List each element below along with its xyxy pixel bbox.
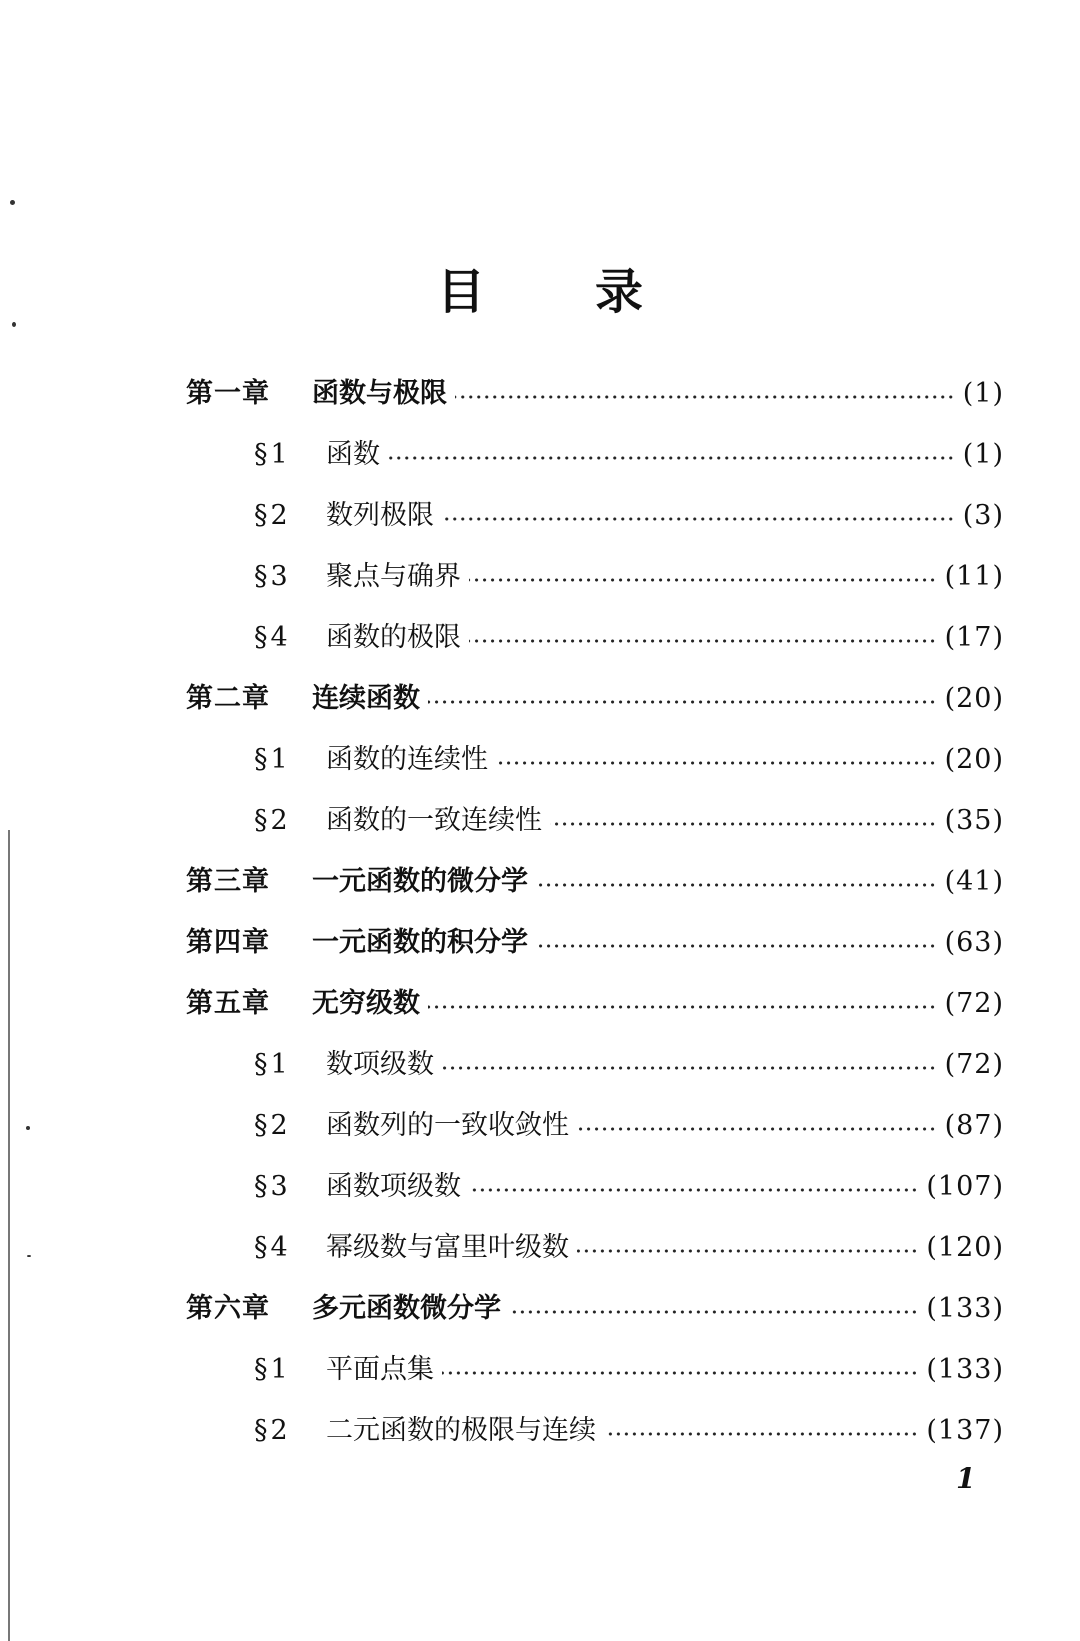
dot-leader [536, 944, 937, 948]
section-number: §2 [254, 500, 291, 531]
dot-leader [469, 639, 937, 643]
toc-section-row[interactable] [254, 1043, 1004, 1087]
chapter-title: 一元函数的积分学 [312, 927, 528, 958]
page-edge-shadow [8, 830, 10, 1641]
page-reference: (1) [962, 439, 1004, 470]
toc-section-row[interactable] [254, 433, 1004, 477]
chapter-title: 函数与极限 [312, 378, 447, 409]
section-title: 幂级数与富里叶级数 [326, 1232, 569, 1263]
toc-chapter-row[interactable] [186, 982, 1004, 1026]
section-title: 二元函数的极限与连续 [326, 1415, 596, 1446]
section-title: 数列极限 [326, 500, 434, 531]
chapter-number: 第六章 [186, 1293, 270, 1324]
toc-section-row[interactable] [254, 799, 1004, 843]
section-title: 数项级数 [326, 1049, 434, 1080]
section-number: §1 [254, 744, 291, 775]
page-reference: (11) [944, 561, 1004, 592]
page-reference: (63) [944, 927, 1004, 958]
toc-chapter-row[interactable] [186, 860, 1004, 904]
dot-leader [509, 1310, 918, 1314]
toc-section-row[interactable] [254, 738, 1004, 782]
page-reference: (72) [944, 1049, 1004, 1080]
chapter-title: 连续函数 [312, 683, 420, 714]
dot-leader [428, 1005, 937, 1009]
section-number: §4 [254, 622, 291, 653]
dot-leader [536, 883, 937, 887]
dot-leader [577, 1249, 918, 1253]
section-title: 函数的一致连续性 [326, 805, 542, 836]
page-reference: (41) [944, 866, 1004, 897]
page-reference: (107) [926, 1171, 1004, 1202]
section-title: 函数 [326, 439, 380, 470]
page-reference: (120) [926, 1232, 1004, 1263]
chapter-title: 一元函数的微分学 [312, 866, 528, 897]
dot-leader [455, 395, 955, 399]
page-reference: (72) [944, 988, 1004, 1019]
toc-section-row[interactable] [254, 1409, 1004, 1453]
section-number: §3 [254, 561, 291, 592]
toc-section-row[interactable] [254, 616, 1004, 660]
chapter-title: 无穷级数 [312, 988, 420, 1019]
section-number: §1 [254, 439, 291, 470]
toc-section-row[interactable] [254, 1165, 1004, 1209]
page-reference: (137) [926, 1415, 1004, 1446]
dot-leader [388, 456, 955, 460]
toc-section-row[interactable] [254, 1348, 1004, 1392]
page-reference: (87) [944, 1110, 1004, 1141]
page-reference: (35) [944, 805, 1004, 836]
dot-leader [442, 517, 955, 521]
toc-heading-char-1: 目 [436, 264, 485, 320]
scan-speck [27, 1255, 31, 1257]
chapter-number: 第四章 [186, 927, 270, 958]
section-title: 聚点与确界 [326, 561, 461, 592]
page-reference: (17) [944, 622, 1004, 653]
chapter-title: 多元函数微分学 [312, 1293, 501, 1324]
dot-leader [469, 1188, 918, 1192]
page-reference: (133) [926, 1293, 1004, 1324]
toc-chapter-row[interactable] [186, 372, 1004, 416]
chapter-number: 第一章 [186, 378, 270, 409]
section-number: §1 [254, 1354, 291, 1385]
scan-speck [12, 322, 16, 327]
section-title: 平面点集 [326, 1354, 434, 1385]
section-title: 函数的极限 [326, 622, 461, 653]
page-number: 1 [956, 1462, 976, 1495]
toc-chapter-row[interactable] [186, 1287, 1004, 1331]
toc-chapter-row[interactable] [186, 921, 1004, 965]
scan-speck [26, 1126, 30, 1130]
toc-heading [0, 262, 1080, 322]
page-reference: (133) [926, 1354, 1004, 1385]
toc-section-row[interactable] [254, 555, 1004, 599]
section-number: §2 [254, 805, 291, 836]
section-title: 函数的连续性 [326, 744, 488, 775]
scan-speck [10, 200, 15, 205]
dot-leader [577, 1127, 937, 1131]
toc-chapter-row[interactable] [186, 677, 1004, 721]
section-number: §2 [254, 1110, 291, 1141]
page-reference: (20) [944, 744, 1004, 775]
dot-leader [550, 822, 937, 826]
dot-leader [469, 578, 937, 582]
toc-section-row[interactable] [254, 1226, 1004, 1270]
section-title: 函数项级数 [326, 1171, 461, 1202]
section-number: §1 [254, 1049, 291, 1080]
page-reference: (3) [962, 500, 1004, 531]
toc-section-row[interactable] [254, 494, 1004, 538]
section-title: 函数列的一致收敛性 [326, 1110, 569, 1141]
chapter-number: 第五章 [186, 988, 270, 1019]
dot-leader [496, 761, 937, 765]
chapter-number: 第二章 [186, 683, 270, 714]
toc-section-row[interactable] [254, 1104, 1004, 1148]
dot-leader [442, 1066, 937, 1070]
dot-leader [442, 1371, 918, 1375]
dot-leader [604, 1432, 918, 1436]
page-reference: (20) [944, 683, 1004, 714]
section-number: §4 [254, 1232, 291, 1263]
section-number: §2 [254, 1415, 291, 1446]
toc-heading-char-2: 录 [595, 264, 644, 320]
page-reference: (1) [962, 378, 1004, 409]
chapter-number: 第三章 [186, 866, 270, 897]
section-number: §3 [254, 1171, 291, 1202]
dot-leader [428, 700, 937, 704]
